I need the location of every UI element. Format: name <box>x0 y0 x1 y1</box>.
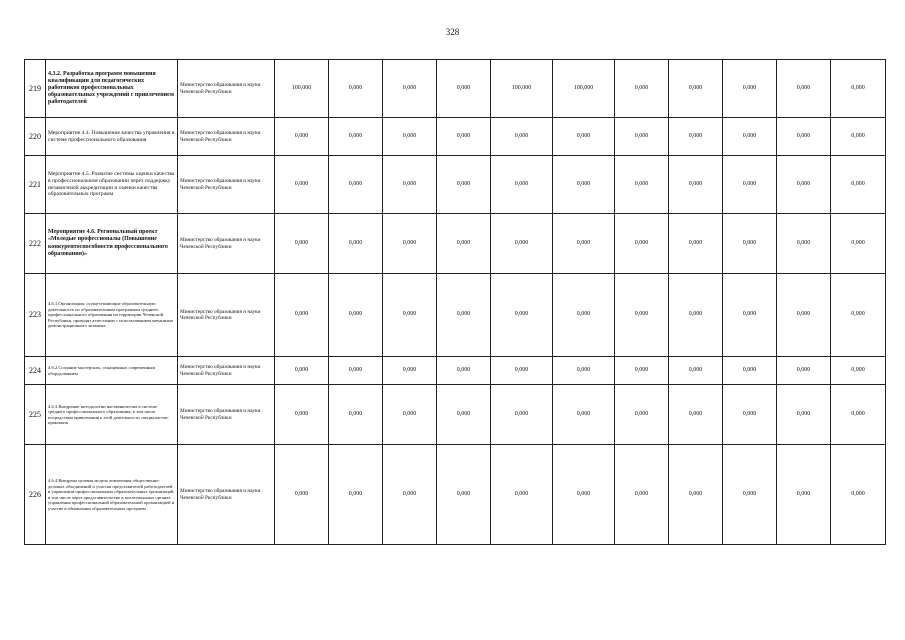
funding-value: 0,000 <box>669 274 723 357</box>
activity-name: 4.6.4.Внедрена целевая модель вовлечения общественно-деловых объединений и участия представителей работодателей в управлении профессиональных образовательных организаций, в том числе через представительство в коллегиальных органах управления профессиональной образовательной организацией и участие в обновлении образовательных программ <box>46 445 178 545</box>
funding-value: 0,000 <box>437 385 491 445</box>
funding-value: 0,000 <box>383 274 437 357</box>
funding-value: 0,000 <box>615 357 669 385</box>
funding-value: 0,000 <box>669 60 723 118</box>
funding-value: 0,000 <box>831 357 886 385</box>
funding-value: 0,000 <box>437 214 491 274</box>
responsible-org: Министерство образования и науки Чеченской Республики <box>178 156 275 214</box>
activity-name: 4.6.3.Внедрение методологии наставничества в системе среднего профессионального образования, в том числе посредством привлечения к этой деятельности специалистов-практиков <box>46 385 178 445</box>
funding-value: 0,000 <box>491 214 553 274</box>
funding-value: 0,000 <box>669 385 723 445</box>
table-row <box>25 385 886 445</box>
funding-value: 0,000 <box>615 118 669 156</box>
funding-value: 100,000 <box>491 60 553 118</box>
row-number: 223 <box>25 274 46 357</box>
table-row <box>25 357 886 385</box>
funding-value: 0,000 <box>491 385 553 445</box>
row-number: 222 <box>25 214 46 274</box>
funding-value: 0,000 <box>275 445 329 545</box>
activity-name: 4.3.2. Разработка программ повышения квалификации для педагогических работников профессиональных образовательных учреждений с привлечением работодателей <box>46 60 178 118</box>
row-number: 220 <box>25 118 46 156</box>
funding-value: 0,000 <box>723 60 777 118</box>
row-number: 219 <box>25 60 46 118</box>
funding-value: 0,000 <box>831 385 886 445</box>
table-row <box>25 214 886 274</box>
funding-value: 0,000 <box>553 156 615 214</box>
funding-value: 0,000 <box>723 156 777 214</box>
funding-value: 0,000 <box>615 385 669 445</box>
funding-value: 0,000 <box>553 214 615 274</box>
funding-value: 0,000 <box>723 385 777 445</box>
table-row <box>25 118 886 156</box>
activity-name: Мероприятие 4.4. Повышение качества управления в системе профессионального образования <box>46 118 178 156</box>
funding-value: 0,000 <box>383 385 437 445</box>
funding-value: 0,000 <box>831 118 886 156</box>
funding-value: 100,000 <box>275 60 329 118</box>
funding-value: 0,000 <box>669 445 723 545</box>
funding-value: 0,000 <box>723 445 777 545</box>
funding-value: 0,000 <box>777 445 831 545</box>
activity-name: 4.6.1.Организации, осуществляющие образовательную деятельность по образовательным программам среднего профессионального образования на территории Чеченской Республики, проводят аттестацию с использованием механизма демонстрационного экзамена <box>46 274 178 357</box>
funding-value: 0,000 <box>615 274 669 357</box>
funding-value: 0,000 <box>329 118 383 156</box>
table-row <box>25 60 886 118</box>
funding-value: 0,000 <box>723 118 777 156</box>
funding-value: 0,000 <box>437 274 491 357</box>
funding-value: 0,000 <box>777 118 831 156</box>
funding-value: 0,000 <box>553 445 615 545</box>
funding-value: 0,000 <box>275 156 329 214</box>
funding-value: 0,000 <box>329 357 383 385</box>
funding-value: 0,000 <box>329 274 383 357</box>
funding-value: 0,000 <box>437 60 491 118</box>
funding-value: 0,000 <box>383 445 437 545</box>
funding-value: 0,000 <box>777 357 831 385</box>
funding-value: 0,000 <box>669 357 723 385</box>
funding-value: 0,000 <box>491 118 553 156</box>
funding-value: 0,000 <box>669 156 723 214</box>
funding-value: 0,000 <box>275 385 329 445</box>
funding-value: 0,000 <box>553 385 615 445</box>
funding-value: 0,000 <box>615 156 669 214</box>
funding-value: 0,000 <box>553 357 615 385</box>
responsible-org: Министерство образования и науки Чеченской Республики <box>178 385 275 445</box>
activity-name: Мероприятие 4.6. Региональный проект «Молодые профессионалы (Повышение конкурентоспособности профессионального образования)» <box>46 214 178 274</box>
row-number: 224 <box>25 357 46 385</box>
funding-value: 0,000 <box>615 60 669 118</box>
funding-value: 0,000 <box>383 156 437 214</box>
funding-value: 0,000 <box>831 445 886 545</box>
funding-value: 0,000 <box>723 214 777 274</box>
funding-value: 0,000 <box>777 214 831 274</box>
funding-value: 0,000 <box>329 445 383 545</box>
funding-value: 0,000 <box>383 357 437 385</box>
funding-value: 0,000 <box>437 118 491 156</box>
funding-value: 0,000 <box>615 445 669 545</box>
funding-value: 0,000 <box>491 445 553 545</box>
funding-value: 0,000 <box>553 118 615 156</box>
funding-value: 0,000 <box>329 156 383 214</box>
funding-value: 0,000 <box>491 274 553 357</box>
funding-value: 0,000 <box>383 214 437 274</box>
row-number: 226 <box>25 445 46 545</box>
funding-value: 0,000 <box>777 156 831 214</box>
funding-value: 0,000 <box>723 357 777 385</box>
funding-value: 0,000 <box>615 214 669 274</box>
funding-value: 0,000 <box>669 214 723 274</box>
table-row <box>25 156 886 214</box>
responsible-org: Министерство образования и науки Чеченской Республики <box>178 445 275 545</box>
funding-value: 0,000 <box>723 274 777 357</box>
funding-value: 0,000 <box>669 118 723 156</box>
funding-value: 0,000 <box>437 357 491 385</box>
activity-name: 4.6.2.Создание мастерских, оснащенных современным оборудованием <box>46 357 178 385</box>
funding-value: 100,000 <box>553 60 615 118</box>
funding-value: 0,000 <box>777 60 831 118</box>
responsible-org: Министерство образования и науки Чеченской Республики <box>178 118 275 156</box>
page-number: 328 <box>445 27 460 37</box>
table-row <box>25 445 886 545</box>
funding-value: 0,000 <box>275 118 329 156</box>
funding-value: 0,000 <box>553 274 615 357</box>
activity-name: Мероприятие 4.5. Развитие системы оценки качества в профессиональном образовании через поддержку независимой аккредитации и оценки качества образовательных программ <box>46 156 178 214</box>
funding-value: 0,000 <box>329 214 383 274</box>
funding-value: 0,000 <box>831 274 886 357</box>
funding-value: 0,000 <box>437 156 491 214</box>
funding-value: 0,000 <box>831 60 886 118</box>
funding-value: 0,000 <box>491 156 553 214</box>
responsible-org: Министерство образования и науки Чеченской Республики <box>178 214 275 274</box>
funding-value: 0,000 <box>777 385 831 445</box>
funding-value: 0,000 <box>383 60 437 118</box>
responsible-org: Министерство образования и науки Чеченской Республики <box>178 274 275 357</box>
funding-value: 0,000 <box>831 214 886 274</box>
row-number: 225 <box>25 385 46 445</box>
funding-value: 0,000 <box>437 445 491 545</box>
funding-value: 0,000 <box>491 357 553 385</box>
responsible-org: Министерство образования и науки Чеченской Республики <box>178 357 275 385</box>
funding-value: 0,000 <box>275 357 329 385</box>
funding-value: 0,000 <box>329 60 383 118</box>
funding-value: 0,000 <box>275 274 329 357</box>
row-number: 221 <box>25 156 46 214</box>
responsible-org: Министерство образования и науки Чеченской Республики <box>178 60 275 118</box>
funding-value: 0,000 <box>831 156 886 214</box>
funding-value: 0,000 <box>329 385 383 445</box>
table-row <box>25 274 886 357</box>
budget-table <box>24 59 886 545</box>
funding-value: 0,000 <box>383 118 437 156</box>
table-body <box>25 60 886 545</box>
funding-value: 0,000 <box>275 214 329 274</box>
funding-value: 0,000 <box>777 274 831 357</box>
